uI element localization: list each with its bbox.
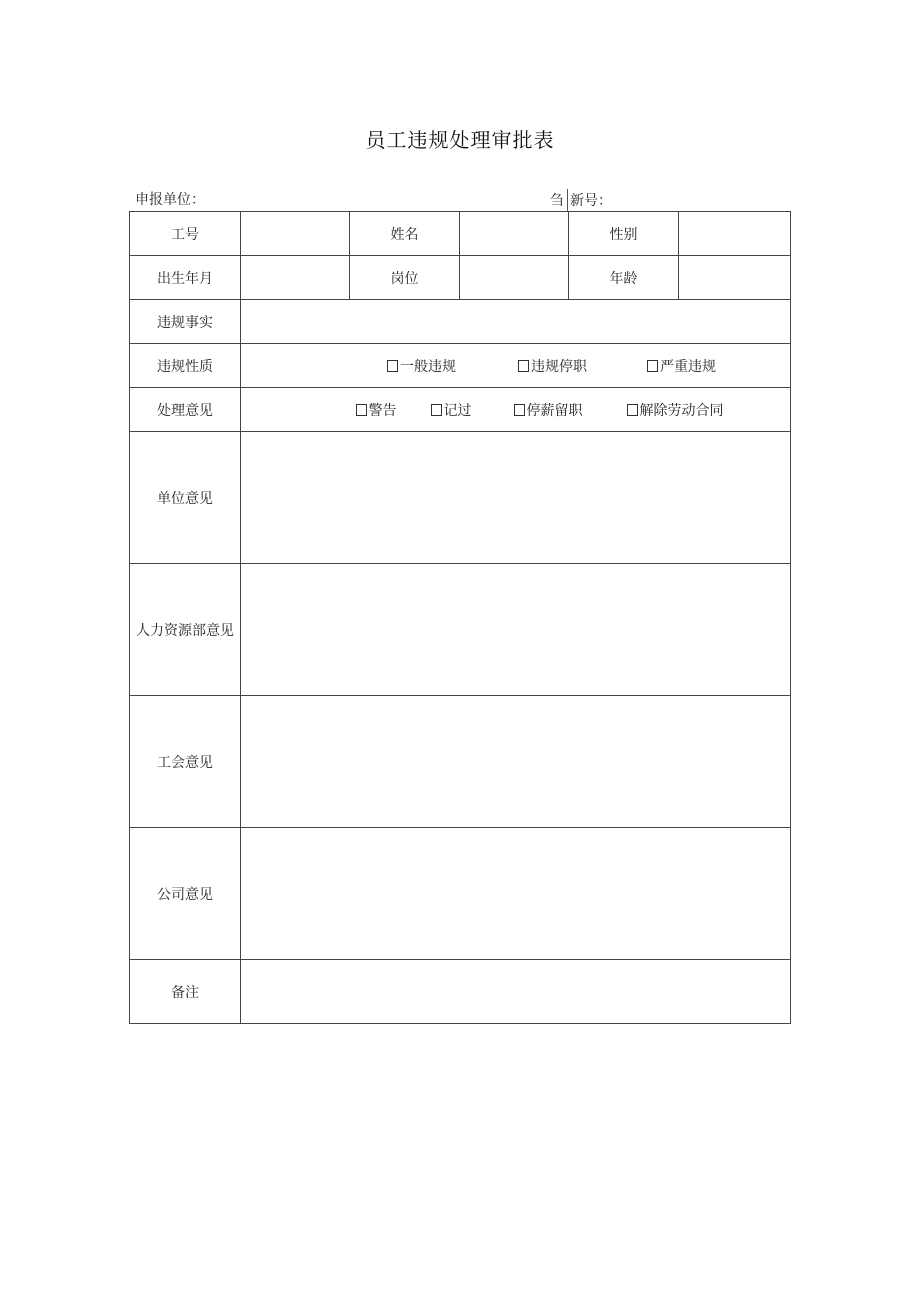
- nature-option-general[interactable]: 一般违规: [387, 356, 456, 376]
- handling-option-warning[interactable]: 警告: [356, 400, 397, 420]
- remarks-field[interactable]: [241, 960, 791, 1024]
- table-row: [130, 960, 791, 1024]
- age-label: 年龄: [569, 256, 679, 300]
- handling-option-termination[interactable]: 解除劳动合同: [627, 400, 724, 420]
- checkbox-icon[interactable]: [647, 360, 658, 372]
- nature-option-serious[interactable]: 严重违规: [647, 356, 716, 376]
- handling-options: [241, 388, 791, 432]
- unit-opinion-label: 单位意见: [130, 432, 241, 564]
- table-row: [130, 344, 791, 388]
- age-field[interactable]: [679, 256, 791, 300]
- gender-label: 性别: [569, 212, 679, 256]
- facts-label: 违规事实: [130, 300, 241, 344]
- emp-no-field[interactable]: [241, 212, 350, 256]
- union-opinion-label: 工会意见: [130, 696, 241, 828]
- company-opinion-label: 公司意见: [130, 828, 241, 960]
- nature-label: 违规性质: [130, 344, 241, 388]
- checkbox-icon[interactable]: [387, 360, 398, 372]
- table-row: [130, 564, 791, 696]
- form-title: 员工违规处理审批表: [365, 128, 555, 152]
- table-row: [130, 300, 791, 344]
- hr-opinion-label: 人力资源部意见: [130, 564, 241, 696]
- table-row: [130, 212, 791, 256]
- table-row: [130, 388, 791, 432]
- table-row: [130, 256, 791, 300]
- checkbox-icon[interactable]: [627, 404, 638, 416]
- birth-field[interactable]: [241, 256, 350, 300]
- name-field[interactable]: [460, 212, 569, 256]
- checkbox-icon[interactable]: [356, 404, 367, 416]
- table-row: [130, 828, 791, 960]
- handling-option-unpaid-leave[interactable]: 停薪留职: [514, 400, 583, 420]
- nature-option-suspension[interactable]: 违规停职: [518, 356, 587, 376]
- reporting-unit-label: 申报单位：: [135, 192, 205, 208]
- serial-prefix-char: 刍: [550, 193, 564, 209]
- birth-label: 出生年月: [130, 256, 241, 300]
- post-field[interactable]: [460, 256, 569, 300]
- union-opinion-field[interactable]: [241, 696, 791, 828]
- table-row: [130, 696, 791, 828]
- approval-form-table: [129, 211, 791, 1024]
- nature-options: [241, 344, 791, 388]
- checkbox-icon[interactable]: [514, 404, 525, 416]
- gender-field[interactable]: [679, 212, 791, 256]
- handling-option-demerit[interactable]: 记过: [431, 400, 472, 420]
- facts-field[interactable]: [241, 300, 791, 344]
- handling-label: 处理意见: [130, 388, 241, 432]
- serial-number-label: [550, 189, 612, 211]
- serial-number-text: 新号：: [570, 193, 612, 209]
- company-opinion-field[interactable]: [241, 828, 791, 960]
- checkbox-icon[interactable]: [518, 360, 529, 372]
- name-label: 姓名: [350, 212, 460, 256]
- hr-opinion-field[interactable]: [241, 564, 791, 696]
- post-label: 岗位: [350, 256, 460, 300]
- unit-opinion-field[interactable]: [241, 432, 791, 564]
- remarks-label: 备注: [130, 960, 241, 1024]
- divider-line: [567, 189, 568, 211]
- table-row: [130, 432, 791, 564]
- emp-no-label: 工号: [130, 212, 241, 256]
- checkbox-icon[interactable]: [431, 404, 442, 416]
